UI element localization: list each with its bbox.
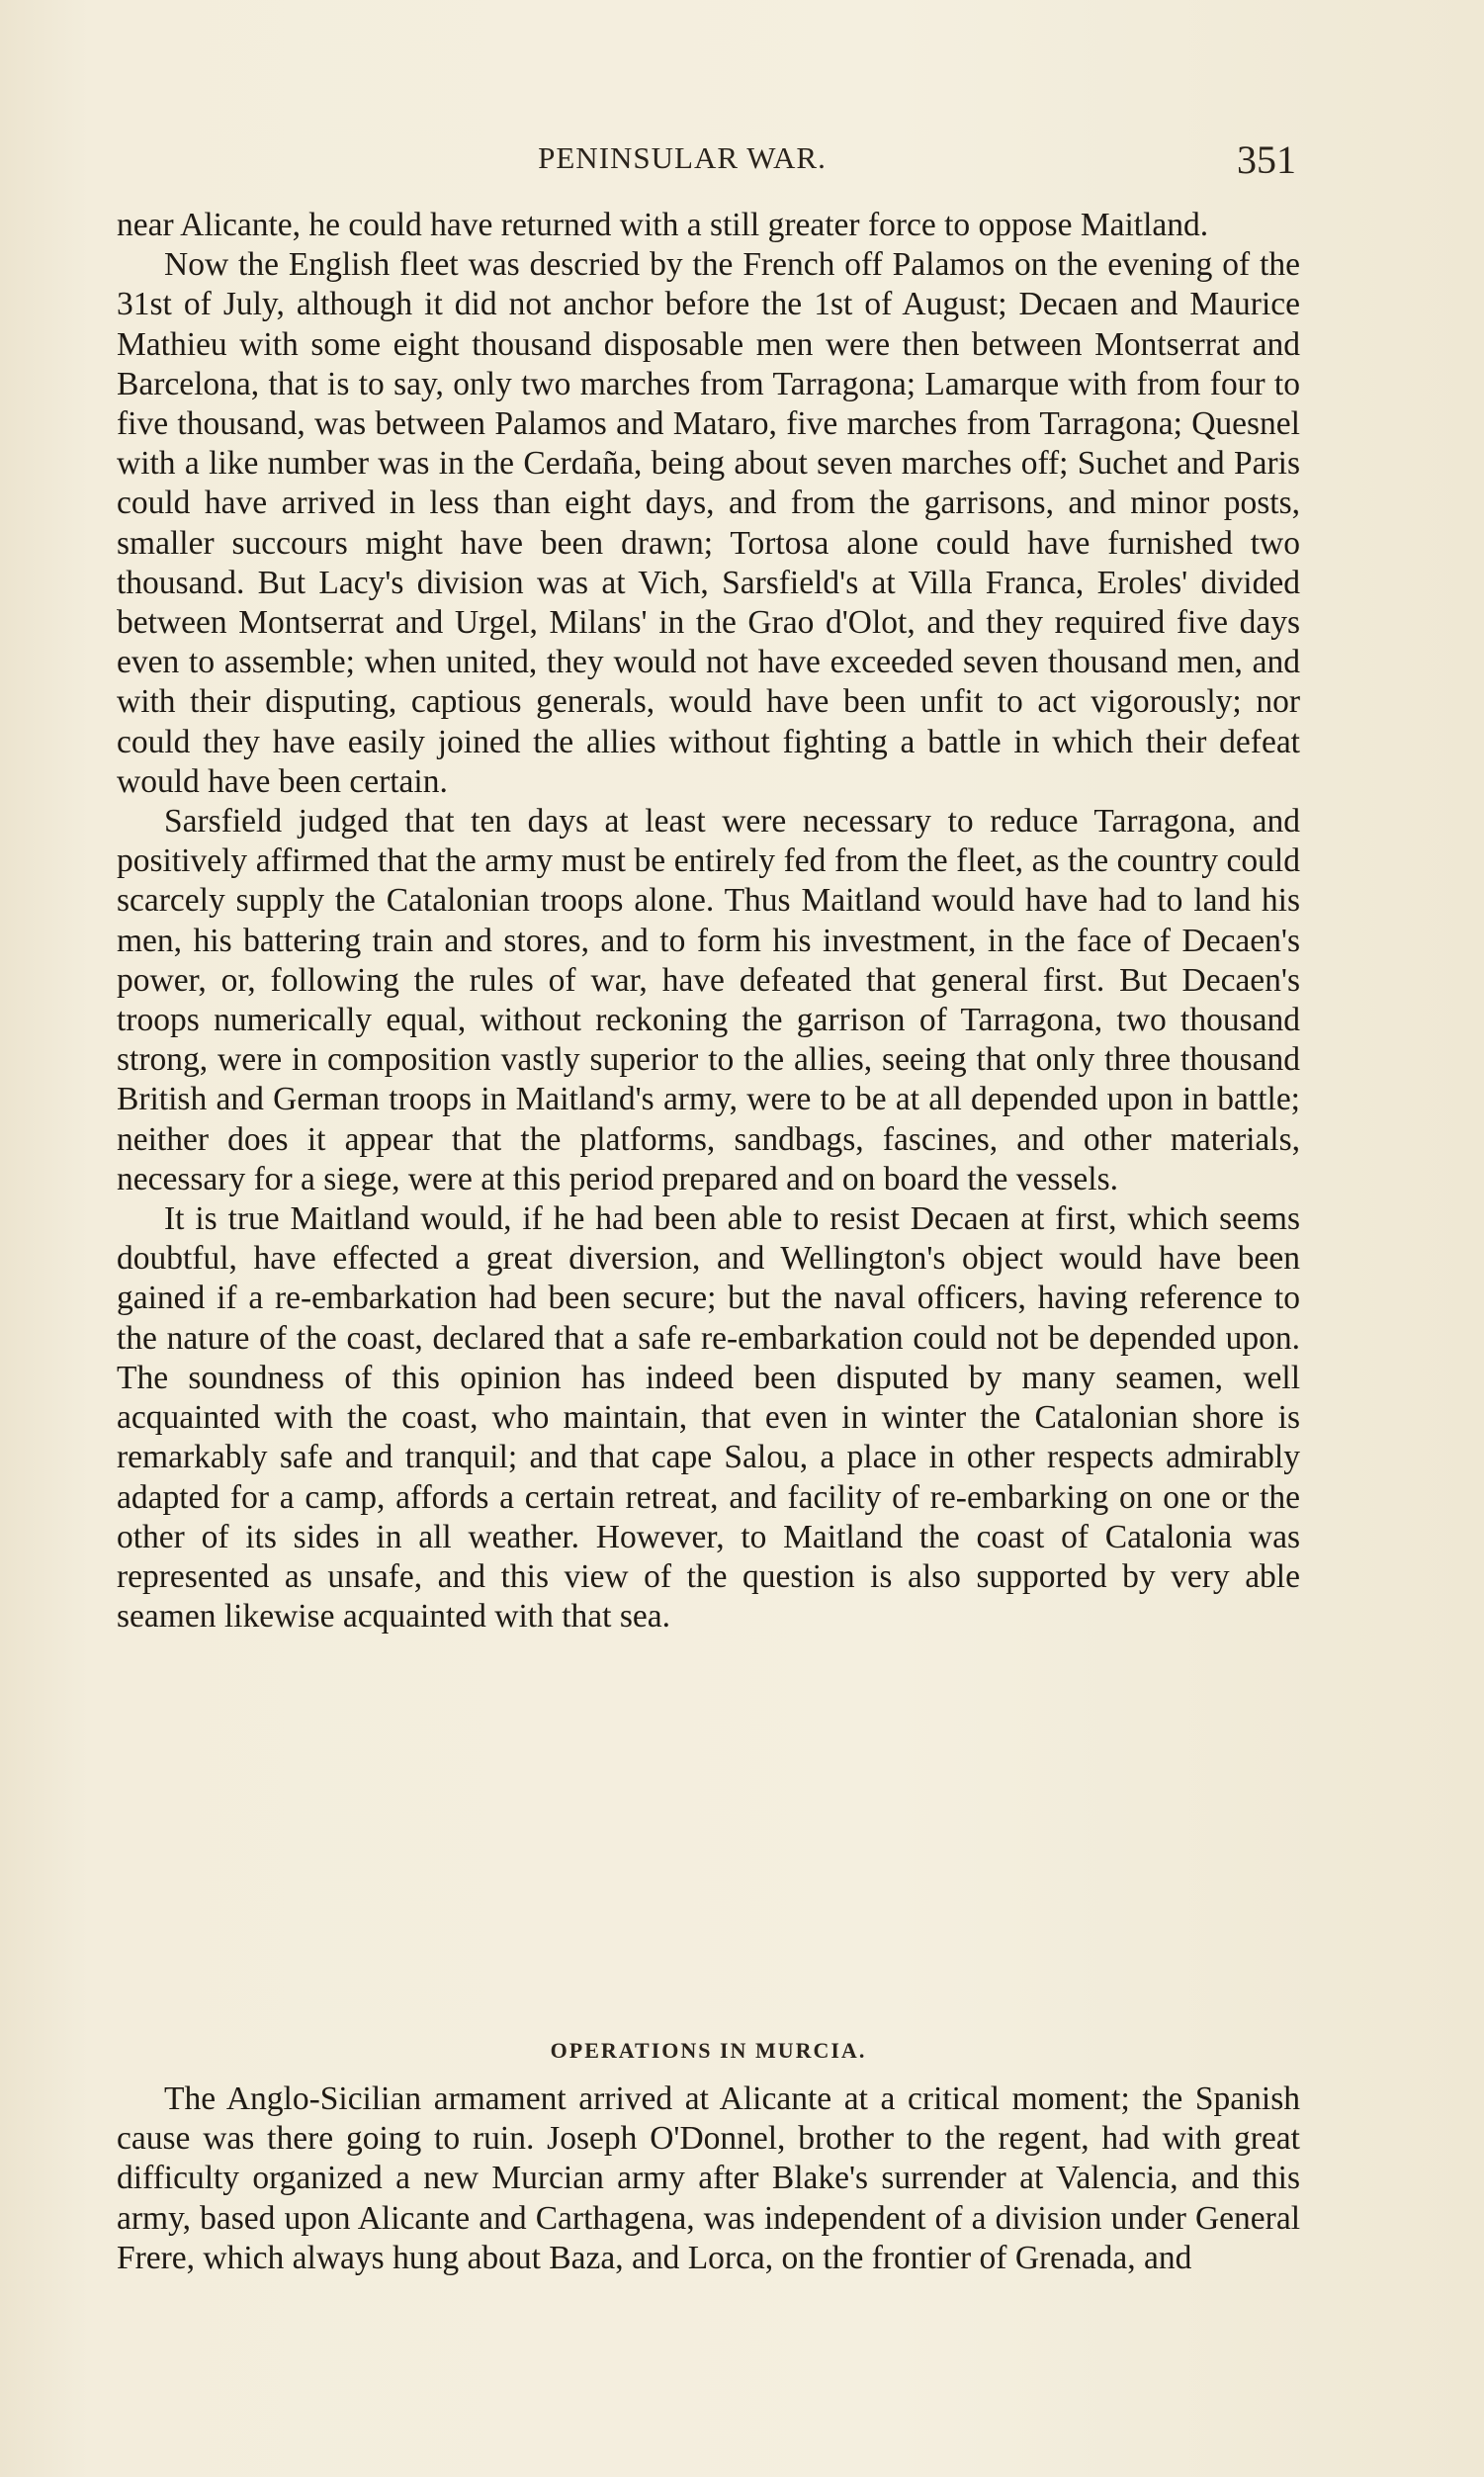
paragraph-1: near Alicante, he could have returned with a still greater force to oppose Maitland. xyxy=(117,207,1209,243)
section-paragraph: The Anglo-Sicilian armament arrived at Alicante at a critical moment; the Spanish cause was there going to ruin. Joseph O'Donnel, brother to the regent, had with great difficulty organized a new Murcian army after Blake's surrender at Valencia, and this army, based upon Alicante and Carthagena, was independent of a division under General Frere, which always hung about Baza, and Lorca, on the frontier of Grenada, and xyxy=(117,2080,1300,2276)
main-text xyxy=(117,206,1300,1637)
running-title: PENINSULAR WAR. xyxy=(538,140,827,175)
running-head xyxy=(0,136,1484,182)
paragraph-3: Sarsfield judged that ten days at least were necessary to reduce Tarragona, and positively affirmed that the army must be entirely fed from the fleet, as the country could scarcely supply the Catalonian troops alone. Thus Maitland would have had to land his men, his battering train and stores, and to form his investment, in the face of Decaen's power, or, following the rules of war, have defeated that general first. But Decaen's troops numerically equal, without reckoning the garrison of Tarragona, two thousand strong, were in composition vastly superior to the allies, seeing that only three thousand British and German troops in Maitland's army, were to be at all depended upon in battle; neither does it appear that the platforms, sandbags, fascines, and other materials, necessary for a siege, were at this period prepared and on board the vessels. xyxy=(117,803,1300,1197)
section-heading: OPERATIONS IN MURCIA. xyxy=(550,2038,867,2063)
section-text xyxy=(117,2079,1300,2278)
paragraph-4: It is true Maitland would, if he had been able to resist Decaen at first, which seems doubtful, have effected a great diversion, and Wellington's object would have been gained if a re-embarkation had been secure; but the naval officers, having reference to the nature of the coast, declared that a safe re-embarkation could not be depended upon. The soundness of this opinion has indeed been disputed by many seamen, well acquainted with the coast, who maintain, that even in winter the Catalonian shore is remarkably safe and tranquil; and that cape Salou, a place in other respects admirably adapted for a camp, affords a certain retreat, and facility of re-embarking on one or the other of its sides in all weather. However, to Maitland the coast of Catalonia was represented as unsafe, and this view of the question is also supported by very able seamen likewise acquainted with that sea. xyxy=(117,1200,1300,1636)
paragraph-2: Now the English fleet was descried by the French off Palamos on the evening of the 31st of July, although it did not anchor before the 1st of August; Decaen and Maurice Mathieu with some eight thousand disposable men were then between Montserrat and Barcelona, that is to say, only two marches from Tarragona; Lamarque with from four to five thousand, was between Palamos and Mataro, five marches from Tarragona; Quesnel with a like number was in the Cerdaña, being about seven marches off; Suchet and Paris could have arrived in less than eight days, and from the garrisons, and minor posts, smaller succours might have been drawn; Tortosa alone could have furnished two thousand. But Lacy's division was at Vich, Sarsfield's at Villa Franca, Eroles' divided between Montserrat and Urgel, Milans' in the Grao d'Olot, and they required five days even to assemble; when united, they would not have exceeded seven thousand men, and with their disputing, captious generals, would have been unfit to act vigorously; nor could they have easily joined the allies without fighting a battle in which their defeat would have been certain. xyxy=(117,246,1300,800)
page-number: 351 xyxy=(1237,137,1296,182)
